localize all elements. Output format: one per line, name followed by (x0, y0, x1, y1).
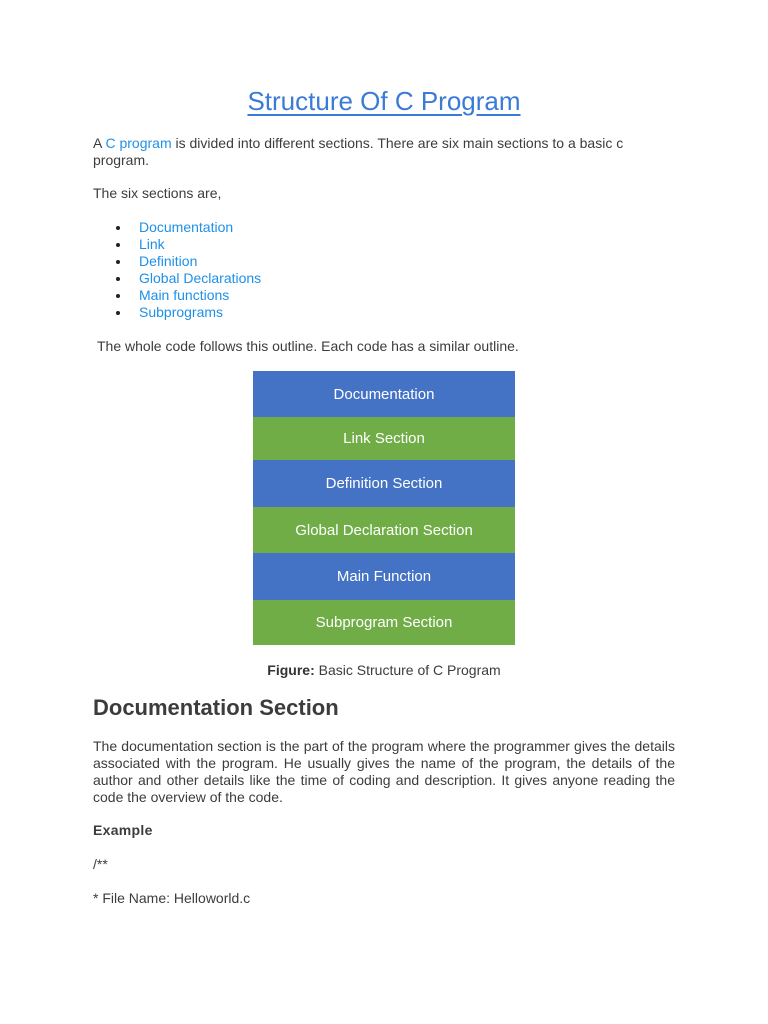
section-link-main-functions[interactable]: Main functions (93, 287, 261, 304)
six-sections-text: The six sections are, (93, 185, 222, 201)
intro-prefix: A (93, 135, 106, 151)
diagram-block-global-declaration-section: Global Declaration Section (253, 507, 515, 553)
diagram-block-documentation: Documentation (253, 371, 515, 417)
outline-text: The whole code follows this outline. Each code has a similar outline. (97, 338, 519, 354)
page-title[interactable]: Structure Of C Program (247, 86, 521, 116)
c-program-link[interactable]: C program (105, 135, 172, 151)
intro-paragraph (93, 135, 675, 169)
caption-text: Basic Structure of C Program (314, 662, 501, 678)
example-label: Example (93, 822, 153, 838)
section-link-link[interactable]: Link (93, 236, 261, 253)
diagram-block-main-function: Main Function (253, 553, 515, 600)
section-link-subprograms[interactable]: Subprograms (93, 304, 261, 321)
section-link-global-declarations[interactable]: Global Declarations (93, 270, 261, 287)
section-link-documentation[interactable]: Documentation (93, 219, 261, 236)
structure-diagram (253, 371, 515, 645)
diagram-block-definition-section: Definition Section (253, 460, 515, 507)
section-link-definition[interactable]: Definition (93, 253, 261, 270)
sections-list (93, 219, 261, 321)
caption-label: Figure: (267, 662, 315, 678)
diagram-block-subprogram-section: Subprogram Section (253, 600, 515, 645)
figure-caption (93, 662, 675, 679)
code-line: * File Name: Helloworld.c (93, 890, 251, 906)
documentation-section-heading: Documentation Section (93, 695, 339, 720)
code-line: /** (93, 856, 108, 872)
intro-suffix: is divided into different sections. There are six main sections to a basic c program. (93, 135, 624, 168)
documentation-paragraph: The documentation section is the part of the program where the programmer gives the details associated with the program. He usually gives the name of the program, the details of the author and other details like the time of coding and description. It gives anyone reading the code the overview of the code. (93, 738, 675, 805)
diagram-block-link-section: Link Section (253, 417, 515, 460)
